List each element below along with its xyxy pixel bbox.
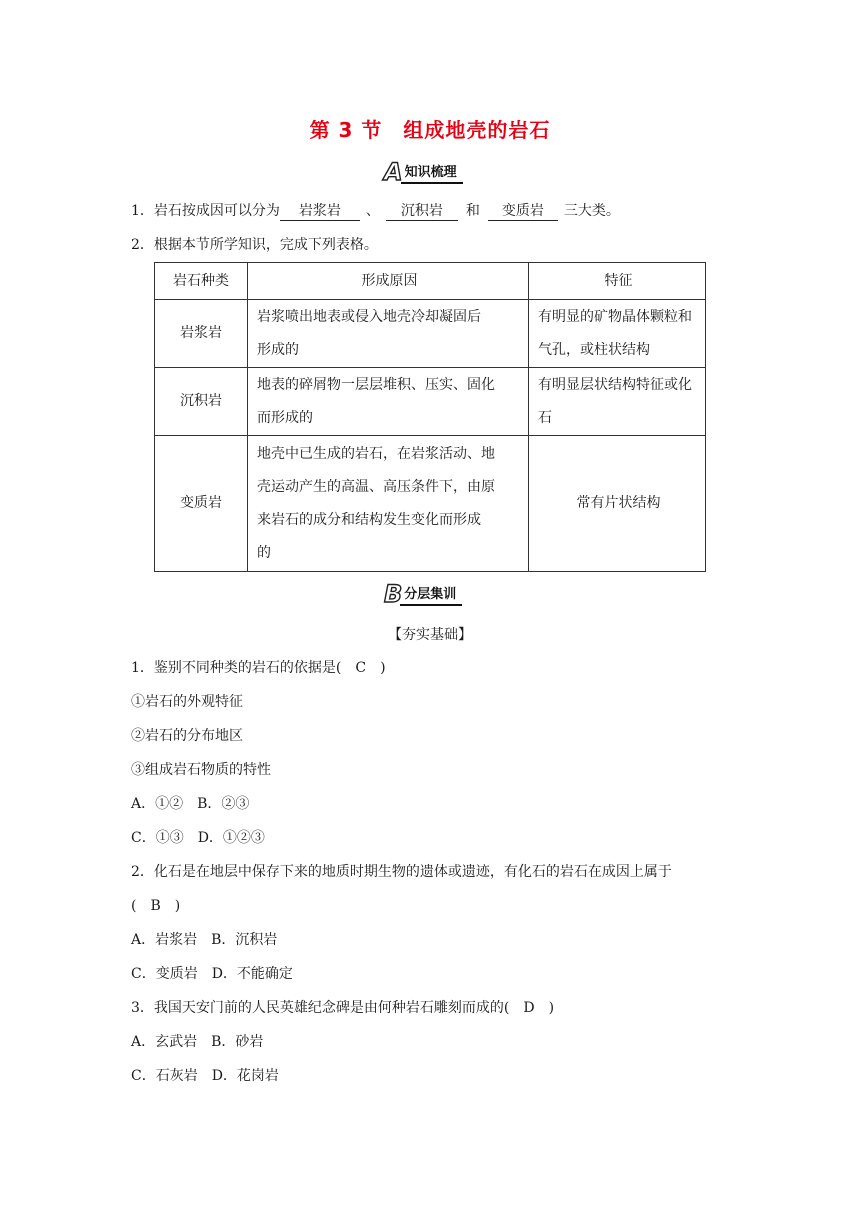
feature-line: 石 <box>538 409 552 426</box>
page-title: 第 3 节 组成地壳的岩石 <box>309 118 551 142</box>
header-formation-cause: 形成原因 <box>248 263 529 300</box>
badge-letter-a: A <box>384 158 403 186</box>
mc-question-3-options-cd: C．石灰岩 D．花岗岩 <box>131 1068 279 1084</box>
mc-question-1-options-cd: C．①③ D．①②③ <box>131 830 265 846</box>
badge-label-b: 分层集训 <box>400 587 462 606</box>
feature-line: 气孔，或柱状结构 <box>538 341 650 358</box>
rock-type-cell: 岩浆岩 <box>155 300 248 368</box>
mc-question-2-options-ab: A．岩浆岩 B．沉积岩 <box>131 932 278 948</box>
header-rock-type: 岩石种类 <box>155 263 248 300</box>
badge-label-a: 知识梳理 <box>401 165 463 184</box>
question-2-intro: 2．根据本节所学知识，完成下列表格。 <box>131 237 378 253</box>
mc-question-1-item: ①岩石的外观特征 <box>131 694 243 710</box>
features-cell <box>529 368 706 436</box>
table-row <box>155 368 706 436</box>
section-badge-b <box>384 580 462 606</box>
mc-question-3-options-ab: A．玄武岩 B．砂岩 <box>131 1034 264 1050</box>
formation-cause-cell <box>248 436 529 572</box>
q1-sep-1: 、 <box>365 203 380 219</box>
mc-question-1-stem: 1．鉴别不同种类的岩石的依据是( C ) <box>131 660 386 676</box>
feature-line: 有明显层状结构特征或化 <box>538 376 692 393</box>
mc-question-1-item: ③组成岩石物质的特性 <box>131 762 271 778</box>
section-badge-a <box>384 158 463 184</box>
q1-blank-2: 沉积岩 <box>386 202 458 221</box>
table-row <box>155 436 706 572</box>
cause-line: 形成的 <box>257 341 299 358</box>
mc-question-2-answer: ( B ) <box>131 898 181 914</box>
mc-question-1-item: ②岩石的分布地区 <box>131 728 243 744</box>
rock-type-cell: 变质岩 <box>155 436 248 572</box>
subsection-heading: 【夯实基础】 <box>388 627 472 643</box>
features-cell <box>529 300 706 368</box>
cause-line: 壳运动产生的高温、高压条件下，由原 <box>257 478 495 495</box>
badge-letter-b: B <box>384 580 403 608</box>
q1-suffix: 三大类。 <box>563 203 620 219</box>
q1-blank-1: 岩浆岩 <box>280 202 360 221</box>
cause-line: 来岩石的成分和结构发生变化而形成 <box>257 511 481 528</box>
mc-question-2-stem: 2．化石是在地层中保存下来的地质时期生物的遗体或遗迹，有化石的岩石在成因上属于 <box>131 864 672 880</box>
rock-types-table <box>154 262 706 572</box>
rock-type-cell: 沉积岩 <box>155 368 248 436</box>
mc-question-3-stem: 3．我国天安门前的人民英雄纪念碑是由何种岩石雕刻而成的( D ) <box>131 1000 555 1016</box>
cause-line: 岩浆喷出地表或侵入地壳冷却凝固后 <box>257 308 481 325</box>
cause-line: 而形成的 <box>257 409 313 426</box>
cause-line: 地壳中已生成的岩石，在岩浆活动、地 <box>257 445 495 462</box>
formation-cause-cell <box>248 368 529 436</box>
table-header-row <box>155 263 706 300</box>
question-1-fill-blank <box>131 201 620 221</box>
features-cell <box>529 436 706 572</box>
header-features: 特征 <box>529 263 706 300</box>
cause-line: 地表的碎屑物一层层堆积、压实、固化 <box>257 376 495 393</box>
mc-question-1-options-ab: A．①② B．②③ <box>131 796 250 812</box>
table-row <box>155 300 706 368</box>
feature-line: 常有片状结构 <box>576 495 661 511</box>
cause-line: 的 <box>257 544 271 561</box>
formation-cause-cell <box>248 300 529 368</box>
q1-blank-3: 变质岩 <box>488 202 558 221</box>
feature-line: 有明显的矿物晶体颗粒和 <box>538 308 692 325</box>
mc-question-2-options-cd: C．变质岩 D．不能确定 <box>131 966 293 982</box>
q1-prefix: 1．岩石按成因可以分为 <box>131 203 280 219</box>
q1-sep-2: 和 <box>465 203 480 219</box>
